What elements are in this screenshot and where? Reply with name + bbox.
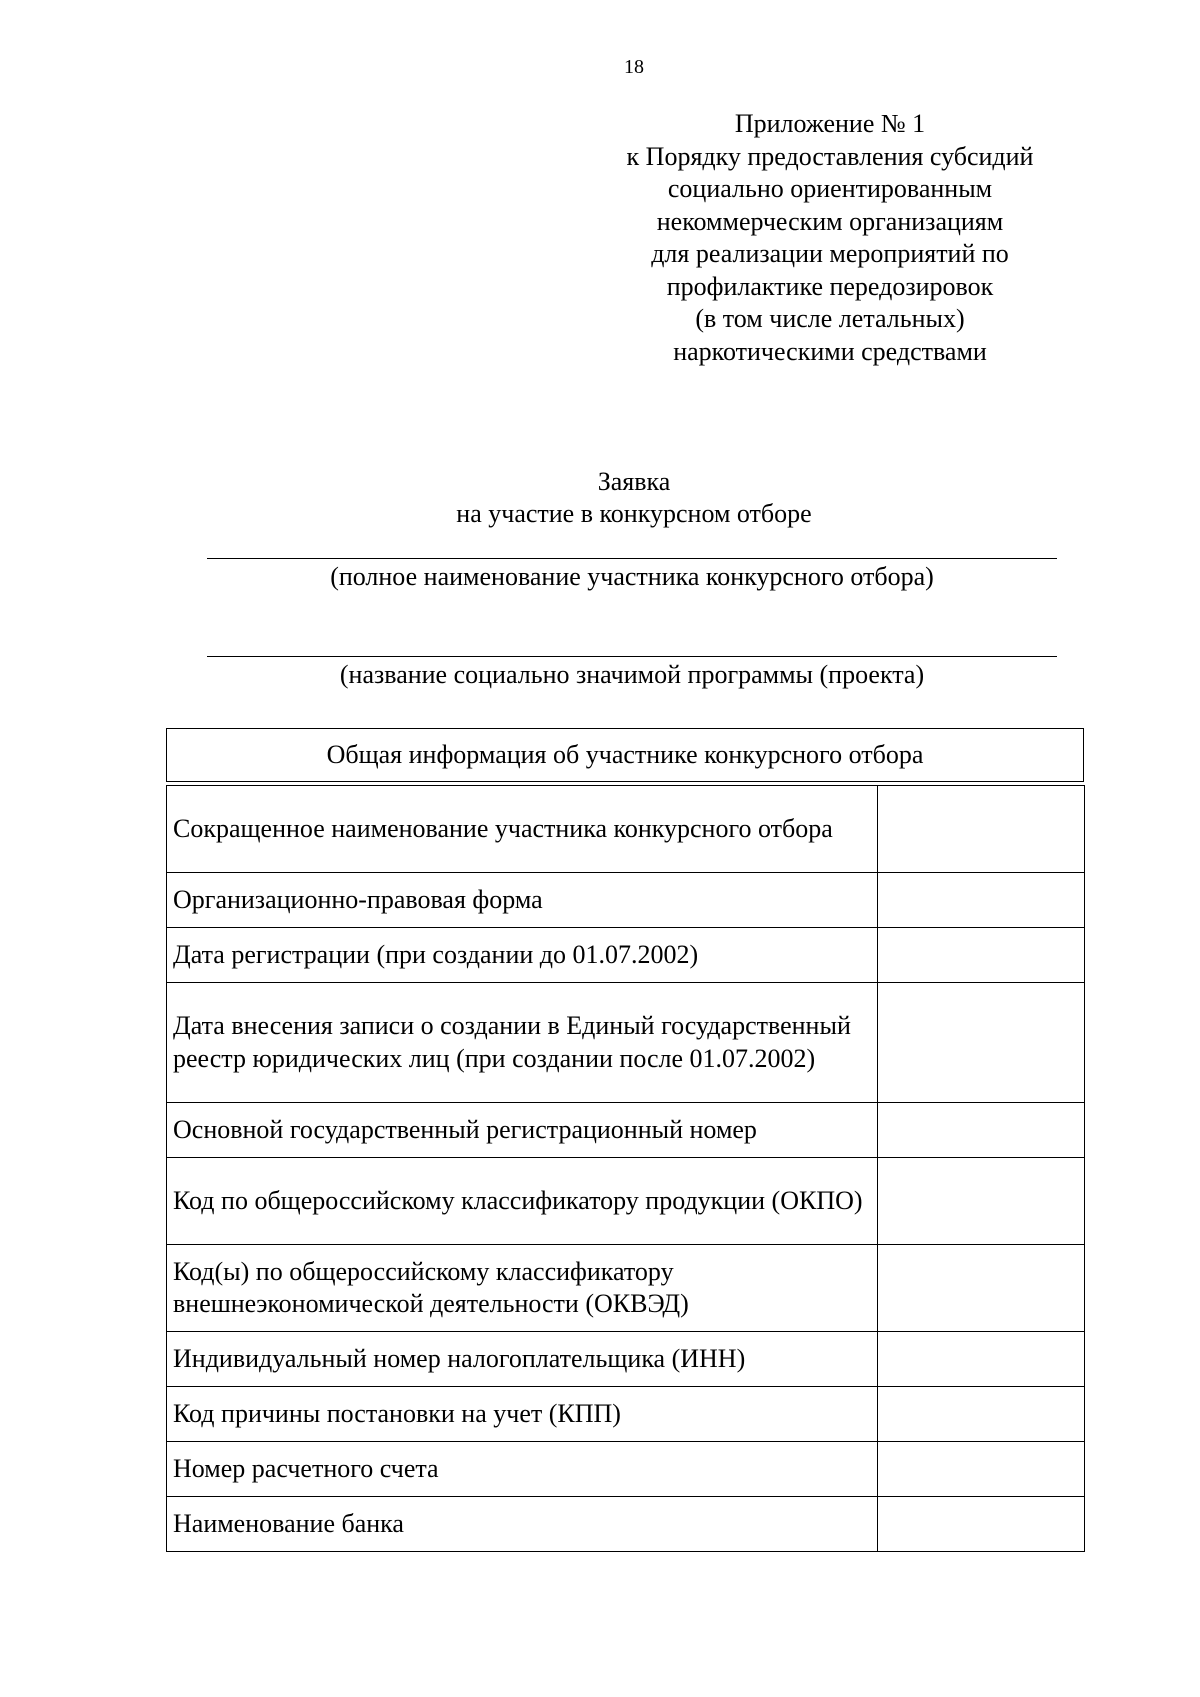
- program-name-caption: (название социально значимой программы (проекта): [339, 660, 925, 689]
- info-table-header: Общая информация об участнике конкурсного отбора: [166, 728, 1084, 782]
- appendix-line: Приложение № 1: [734, 109, 926, 138]
- row-label: Дата регистрации (при создании до 01.07.2002): [167, 928, 878, 983]
- appendix-line: к Порядку предоставления субсидий: [626, 141, 1034, 171]
- page-number: 18: [624, 56, 644, 78]
- table-row: [167, 1103, 1085, 1158]
- application-title-block: [0, 466, 1200, 530]
- program-name-line: [207, 656, 1057, 657]
- info-table: [166, 785, 1085, 1552]
- row-label: Код причины постановки на учет (КПП): [167, 1387, 878, 1442]
- appendix-line: для реализации мероприятий по: [651, 239, 1009, 268]
- row-value: [878, 1103, 1085, 1158]
- table-row: [167, 1332, 1085, 1387]
- table-row: [167, 928, 1085, 983]
- participant-name-line: [207, 558, 1057, 559]
- table-row: [167, 1442, 1085, 1497]
- appendix-heading: [580, 108, 1080, 368]
- row-value: [878, 786, 1085, 873]
- appendix-line: некоммерческим организациям: [656, 206, 1004, 236]
- table-row: [167, 786, 1085, 873]
- row-label: Дата внесения записи о создании в Единый государственный реестр юридических лиц (при создании после 01.07.2002): [167, 983, 878, 1103]
- row-label: Организационно-правовая форма: [167, 873, 878, 928]
- row-label: Сокращенное наименование участника конкурсного отбора: [167, 786, 878, 873]
- table-row: [167, 1245, 1085, 1332]
- row-value: [878, 1245, 1085, 1332]
- application-subtitle: на участие в конкурсном отборе: [456, 499, 812, 528]
- appendix-line: социально ориентированным: [667, 174, 993, 203]
- row-label: Код по общероссийскому классификатору продукции (ОКПО): [167, 1158, 878, 1245]
- row-value: [878, 983, 1085, 1103]
- row-label: Наименование банка: [167, 1497, 878, 1552]
- table-row: [167, 873, 1085, 928]
- appendix-line: (в том числе летальных): [695, 304, 965, 333]
- table-row: [167, 983, 1085, 1103]
- row-value: [878, 928, 1085, 983]
- row-value: [878, 1497, 1085, 1552]
- participant-name-caption: (полное наименование участника конкурсного отбора): [330, 562, 934, 591]
- table-row: [167, 1387, 1085, 1442]
- appendix-line: профилактике передозировок: [666, 271, 994, 301]
- table-row: [167, 1158, 1085, 1245]
- row-value: [878, 1442, 1085, 1497]
- table-row: [167, 1497, 1085, 1552]
- row-value: [878, 873, 1085, 928]
- row-value: [878, 1158, 1085, 1245]
- row-value: [878, 1387, 1085, 1442]
- row-label: Номер расчетного счета: [167, 1442, 878, 1497]
- row-value: [878, 1332, 1085, 1387]
- row-label: Основной государственный регистрационный номер: [167, 1103, 878, 1158]
- row-label: Код(ы) по общероссийскому классификатору внешнеэкономической деятельности (ОКВЭД): [167, 1245, 878, 1332]
- row-label: Индивидуальный номер налогоплательщика (ИНН): [167, 1332, 878, 1387]
- appendix-line: наркотическими средствами: [673, 336, 987, 366]
- application-title: Заявка: [597, 467, 671, 496]
